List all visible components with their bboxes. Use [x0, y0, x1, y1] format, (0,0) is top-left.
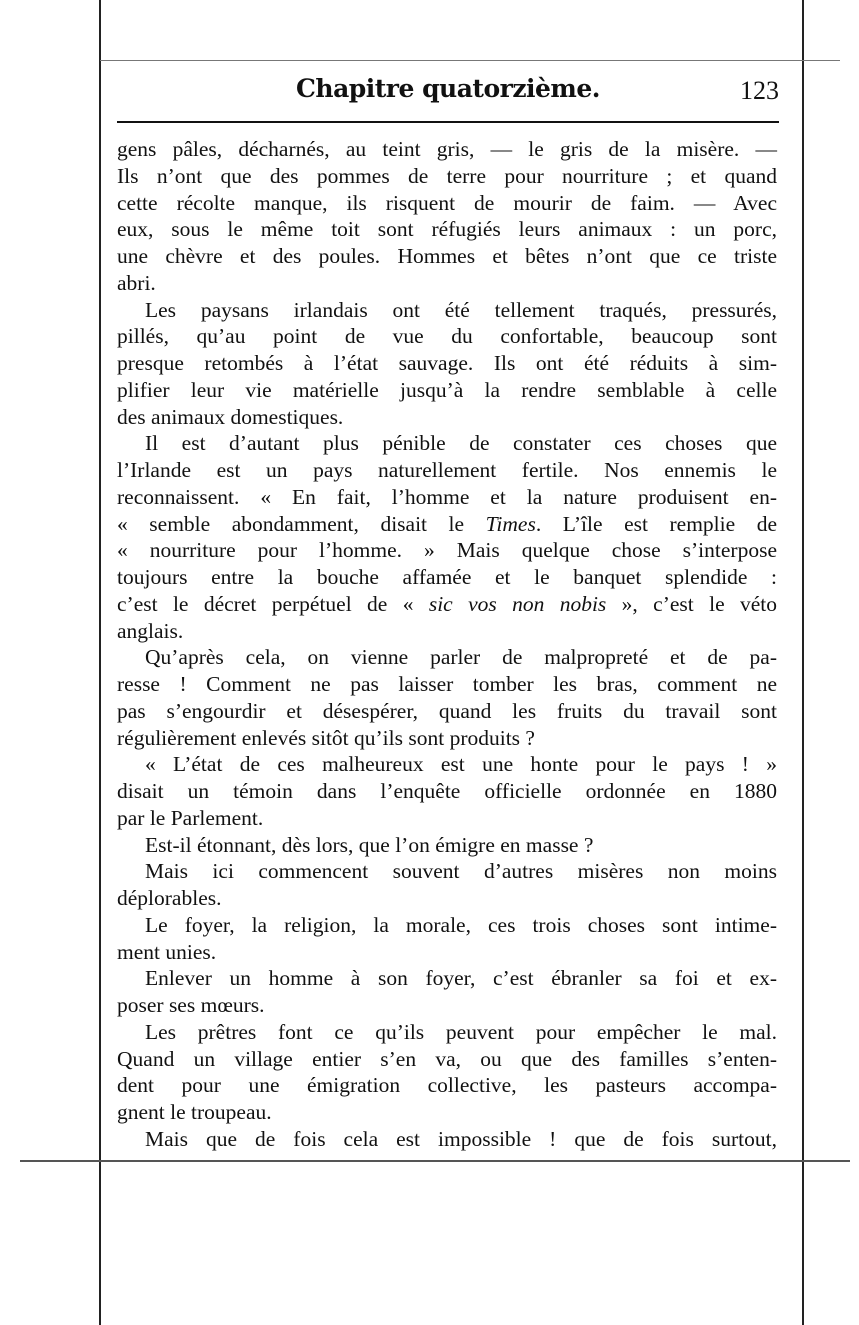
chapter-title: Chapitre quatorzième.: [296, 74, 600, 103]
text-segment: « nourriture pour l’homme. » Mais quelque chose s’interpose: [117, 538, 777, 563]
text-segment: c’est le décret perpétuel de «: [117, 591, 429, 616]
text-segment: Mais ici commencent souvent d’autres misères non moins: [145, 859, 777, 884]
text-segment: Il est d’autant plus pénible de constater ces choses que: [145, 431, 777, 456]
text-segment: disait un témoin dans l’enquête officielle ordonnée en 1880: [117, 779, 777, 803]
italic-text: Times: [485, 511, 536, 536]
text-segment: « L’état de ces malheureux est une honte pour le pays ! »: [145, 752, 777, 777]
text-segment: dent pour une émigration collective, les pasteurs accompa-: [117, 1073, 777, 1098]
text-line: [117, 698, 777, 725]
text-segment: pas s’engourdir et désespérer, quand les fruits du travail sont: [117, 698, 777, 723]
text-segment: Les paysans irlandais ont été tellement traqués, pressurés,: [145, 297, 777, 322]
scan-top-edge: [100, 60, 840, 61]
text-line: [117, 457, 777, 484]
text-line: [117, 671, 777, 698]
text-segment: Le foyer, la religion, la morale, ces trois choses sont intime-: [145, 912, 777, 937]
scan-bottom-edge: [20, 1160, 850, 1162]
text-line: [117, 190, 777, 217]
text-segment: anglais.: [117, 618, 184, 643]
text-line: [117, 591, 777, 618]
text-segment: cette récolte manque, ils risquent de mourir de faim. — Avec: [117, 190, 777, 215]
text-segment: resse ! Comment ne pas laisser tomber les bras, comment ne: [117, 672, 777, 696]
text-line: [117, 885, 777, 912]
text-line: [117, 965, 777, 992]
text-line: [117, 377, 777, 404]
page-number: 123: [740, 76, 779, 105]
text-segment: », c’est le véto: [606, 591, 778, 616]
text-line: [117, 805, 777, 832]
text-line: [117, 511, 777, 538]
text-line: [117, 725, 777, 752]
text-line: [117, 832, 777, 859]
text-line: [117, 136, 777, 163]
text-line: [117, 618, 777, 645]
text-line: [117, 270, 777, 297]
text-segment: Enlever un homme à son foyer, c’est ébranler sa foi et ex-: [145, 966, 777, 991]
text-line: [117, 243, 777, 270]
text-line: [117, 350, 777, 377]
text-segment: Ils n’ont que des pommes de terre pour nourriture ; et quand: [117, 163, 777, 188]
text-segment: presque retombés à l’état sauvage. Ils ont été réduits à sim-: [117, 351, 777, 375]
running-header: [117, 72, 779, 112]
text-segment: pillés, qu’au point de vue du confortable, beaucoup sont: [117, 324, 777, 349]
text-segment: toujours entre la bouche affamée et le banquet splendide :: [117, 565, 777, 589]
text-segment: Quand un village entier s’en va, ou que des familles s’enten-: [117, 1046, 777, 1071]
text-segment: par le Parlement.: [117, 805, 264, 830]
page-right-edge: [802, 0, 804, 1325]
page-left-edge: [99, 0, 101, 1325]
text-line: [117, 644, 777, 671]
text-line: [117, 1099, 777, 1126]
body-text: [117, 136, 777, 1153]
text-line: [117, 430, 777, 457]
text-segment: des animaux domestiques.: [117, 404, 344, 429]
text-segment: déplorables.: [117, 886, 222, 910]
text-segment: abri.: [117, 270, 156, 295]
text-line: [117, 1072, 777, 1099]
text-segment: « semble abondamment, disait le: [117, 511, 486, 536]
text-line: [117, 297, 777, 324]
text-line: [117, 484, 777, 511]
text-line: [117, 537, 777, 564]
text-segment: l’Irlande est un pays naturellement fertile. Nos ennemis le: [117, 458, 777, 482]
text-segment: Est-il étonnant, dès lors, que l’on émigre en masse ?: [145, 832, 594, 857]
text-line: [117, 939, 777, 966]
text-line: [117, 992, 777, 1019]
text-line: [117, 912, 777, 939]
text-line: [117, 1126, 777, 1153]
text-segment: gens pâles, décharnés, au teint gris, — le gris de la misère. —: [117, 137, 777, 161]
text-line: [117, 564, 777, 591]
text-line: [117, 163, 777, 190]
text-segment: régulièrement enlevés sitôt qu’ils sont produits ?: [117, 725, 535, 750]
text-segment: . L’île est remplie de: [535, 511, 777, 536]
text-line: [117, 858, 777, 885]
header-rule: [117, 121, 779, 123]
text-line: [117, 751, 777, 778]
text-segment: ment unies.: [117, 939, 217, 964]
text-segment: une chèvre et des poules. Hommes et bêtes n’ont que ce triste: [117, 244, 777, 268]
text-segment: plifier leur vie matérielle jusqu’à la rendre semblable à celle: [117, 377, 777, 402]
text-segment: Qu’après cela, on vienne parler de malpropreté et de pa-: [145, 645, 777, 670]
text-segment: gnent le troupeau.: [117, 1100, 272, 1124]
text-line: [117, 1019, 777, 1046]
text-segment: Les prêtres font ce qu’ils peuvent pour empêcher le mal.: [145, 1019, 777, 1044]
text-segment: eux, sous le même toit sont réfugiés leurs animaux : un porc,: [117, 217, 777, 242]
text-line: [117, 216, 777, 243]
text-segment: reconnaissent. « En fait, l’homme et la nature produisent en-: [117, 484, 777, 509]
text-line: [117, 323, 777, 350]
text-line: [117, 1046, 777, 1073]
text-line: [117, 778, 777, 805]
text-segment: poser ses mœurs.: [117, 993, 265, 1017]
text-line: [117, 404, 777, 431]
text-segment: Mais que de fois cela est impossible ! que de fois surtout,: [145, 1126, 777, 1151]
italic-text: sic vos non nobis: [428, 591, 607, 616]
